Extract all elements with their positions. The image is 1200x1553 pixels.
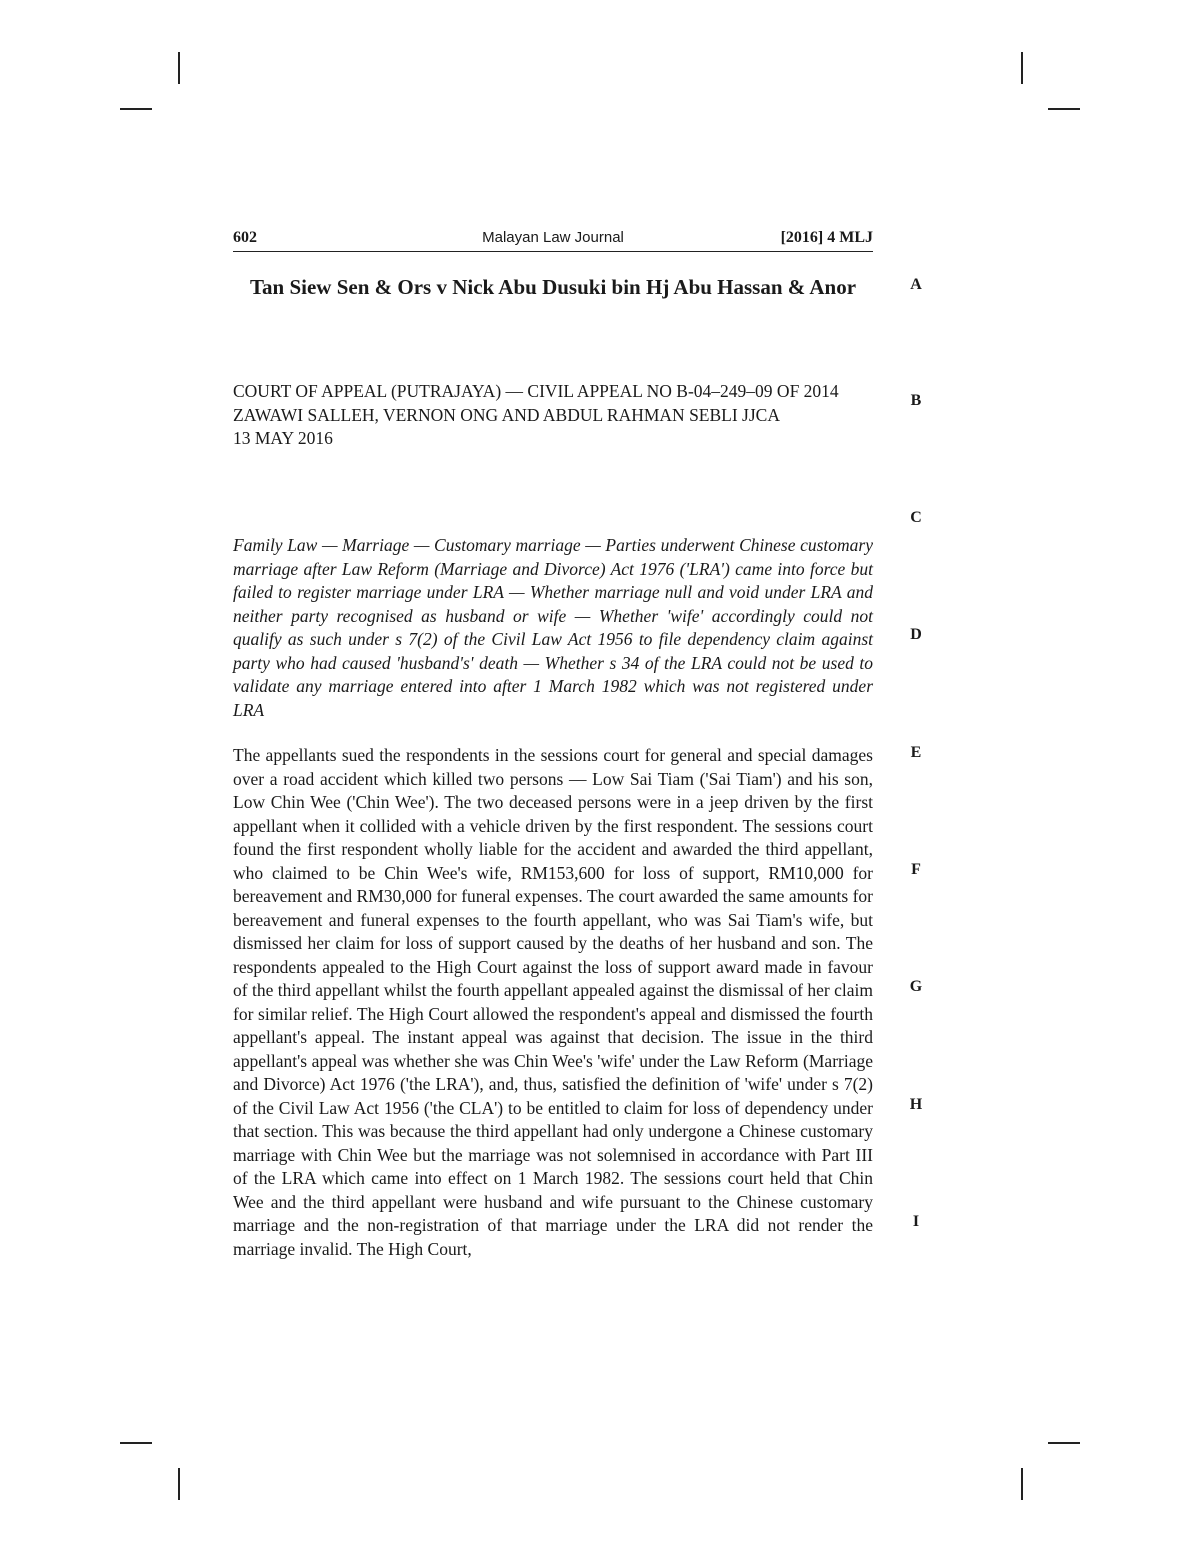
- margin-letter-h: H: [909, 1096, 923, 1113]
- crop-mark-top-left-vertical: [178, 52, 180, 84]
- headnote-paragraph: The appellants sued the respondents in the sessions court for general and special damages over a road accident which killed two persons — Low Sai Tiam ('Sai Tiam') and his son, Low Chin Wee ('Chin Wee'). The two deceased persons were in a jeep driven by the first appellant when it collided with a vehicle driven by the first respondent. The sessions court found the first respondent wholly liable for the accident and awarded the third appellant, who claimed to be Chin Wee's wife, RM153,600 for loss of support, RM10,000 for bereavement and RM30,000 for funeral expenses. The court awarded the same amounts for bereavement and funeral expenses to the fourth appellant, who was Sai Tiam's wife, but dismissed her claim for loss of support caused by the deaths of her husband and son. The respondents appealed to the High Court against the loss of support award made in favour of the third appellant whilst the fourth appellant appealed against the dismissal of her claim for similar relief. The High Court allowed the respondent's appeal and dismissed the fourth appellant's appeal. The instant appeal was against that decision. The issue in the third appellant's appeal was whether she was Chin Wee's 'wife' under the Law Reform (Marriage and Divorce) Act 1976 ('the LRA'), and, thus, satisfied the definition of 'wife' under s 7(2) of the Civil Law Act 1956 ('the CLA') to be entitled to claim for loss of dependency under that section. This was because the third appellant had only undergone a Chinese customary marriage with Chin Wee but the marriage was not solemnised in accordance with Part III of the LRA which came into effect on 1 March 1982. The sessions court held that Chin Wee and the third appellant were husband and wife pursuant to the Chinese customary marriage and the non-registration of that marriage under the LRA did not render the marriage invalid. The High Court,: [233, 745, 873, 1259]
- citation: [2016] 4 MLJ: [780, 229, 873, 246]
- journal-name: Malayan Law Journal: [482, 229, 624, 246]
- margin-letter-d: D: [910, 626, 922, 643]
- crop-mark-top-left-horizontal: [120, 108, 152, 110]
- margin-letter-f: F: [911, 861, 921, 878]
- margin-letter-e: E: [910, 744, 922, 761]
- crop-mark-bottom-left-vertical: [178, 1468, 180, 1500]
- crop-mark-bottom-right-horizontal: [1048, 1442, 1080, 1444]
- crop-mark-bottom-left-horizontal: [120, 1442, 152, 1444]
- margin-letter-b: B: [910, 392, 922, 409]
- margin-letter-i: I: [912, 1213, 920, 1230]
- judges-line: ZAWAWI SALLEH, VERNON ONG AND ABDUL RAHMAN SEBLI JJCA: [233, 404, 780, 425]
- crop-mark-top-right-vertical: [1021, 52, 1023, 84]
- crop-mark-bottom-right-vertical: [1021, 1468, 1023, 1500]
- catchwords: Family Law — Marriage — Customary marriage — Parties underwent Chinese customary marriage after Law Reform (Marriage and Divorce) Act 1976 ('LRA') came into force but failed to register marriage under LRA — Whether marriage null and void under LRA and neither party recognised as husband or wife — Whether 'wife' accordingly could not qualify as such under s 7(2) of the Civil Law Act 1956 to file dependency claim against party who had caused 'husband's' death — Whether s 34 of the LRA could not be used to validate any marriage entered into after 1 March 1982 which was not registered under LRA: [233, 535, 873, 720]
- crop-mark-top-right-horizontal: [1048, 108, 1080, 110]
- running-header: [233, 229, 873, 252]
- case-title: Tan Siew Sen & Ors v Nick Abu Dusuki bin Hj Abu Hassan & Anor: [249, 275, 857, 299]
- case-meta: [233, 380, 873, 451]
- date-line: 13 MAY 2016: [233, 428, 333, 448]
- margin-letter-c: C: [910, 509, 922, 526]
- court-line: COURT OF APPEAL (PUTRAJAYA) — CIVIL APPEAL NO B-04–249–09 OF 2014: [233, 381, 839, 401]
- margin-letter-g: G: [909, 978, 923, 995]
- page-number: 602: [233, 229, 257, 246]
- margin-letter-a: A: [910, 276, 922, 293]
